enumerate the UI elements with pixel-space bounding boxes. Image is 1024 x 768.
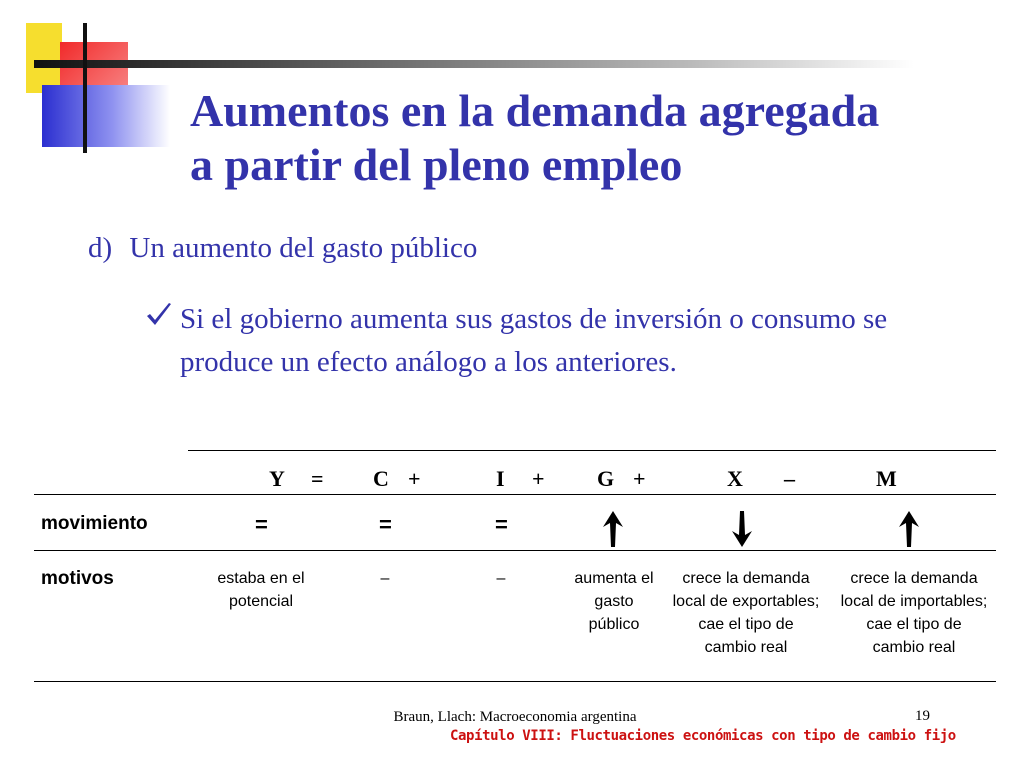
subtitle: [88, 232, 477, 265]
slide-title: [190, 84, 1010, 192]
footer-source: Braun, Llach: Macroeconomia argentina: [393, 709, 637, 725]
arrow-down-icon: [730, 510, 754, 548]
motivos-i: –: [496, 570, 506, 587]
header-c: C: [373, 466, 389, 491]
header-equals: =: [311, 466, 324, 491]
table-top-rule: [188, 450, 996, 451]
table-bottom-rule: [34, 681, 996, 682]
motivos-x: crece la demanda local de exportables; cae el tipo de cambio real: [672, 570, 820, 656]
header-plus-3: +: [633, 466, 646, 491]
row-label-motivos: motivos: [41, 568, 114, 589]
header-m: M: [876, 466, 897, 491]
header-i: I: [496, 466, 505, 491]
movimiento-i: =: [495, 512, 508, 537]
header-y: Y: [269, 466, 285, 491]
subtitle-label: d): [88, 232, 113, 264]
page-number: 19: [915, 708, 930, 724]
chapter-footer: Capítulo VIII: Fluctuaciones económicas con tipo de cambio fijo: [450, 728, 956, 744]
logo-vertical-line: [83, 23, 87, 153]
logo-blue-square: [42, 85, 170, 147]
motivos-c: –: [380, 570, 390, 587]
table-header-rule: [34, 494, 996, 495]
subtitle-text: Un aumento del gasto público: [129, 232, 478, 264]
arrow-up-icon: [601, 510, 625, 548]
header-x: X: [727, 466, 743, 491]
movimiento-c: =: [379, 512, 392, 537]
motivos-m: crece la demanda local de importables; cae el tipo de cambio real: [840, 570, 988, 656]
bullet-text: Si el gobierno aumenta sus gastos de inversión o consumo se produce un efecto análogo a los anteriores.: [180, 303, 888, 378]
row-label-movimiento: movimiento: [41, 513, 148, 534]
checkmark-icon: [144, 300, 174, 330]
motivos-g: aumenta el gasto público: [574, 570, 654, 633]
movimiento-y: =: [255, 512, 268, 537]
header-plus-2: +: [532, 466, 545, 491]
table-row-rule: [34, 550, 996, 551]
arrow-up-icon: [897, 510, 921, 548]
title-line-2: a partir del pleno empleo: [190, 139, 683, 190]
header-minus: –: [784, 466, 795, 491]
logo-yellow-square: [26, 23, 62, 93]
header-bar: [34, 60, 914, 68]
motivos-y: estaba en el potencial: [217, 570, 305, 610]
header-g: G: [597, 466, 615, 491]
header-plus-1: +: [408, 466, 421, 491]
title-line-1: Aumentos en la demanda agregada: [190, 85, 880, 136]
